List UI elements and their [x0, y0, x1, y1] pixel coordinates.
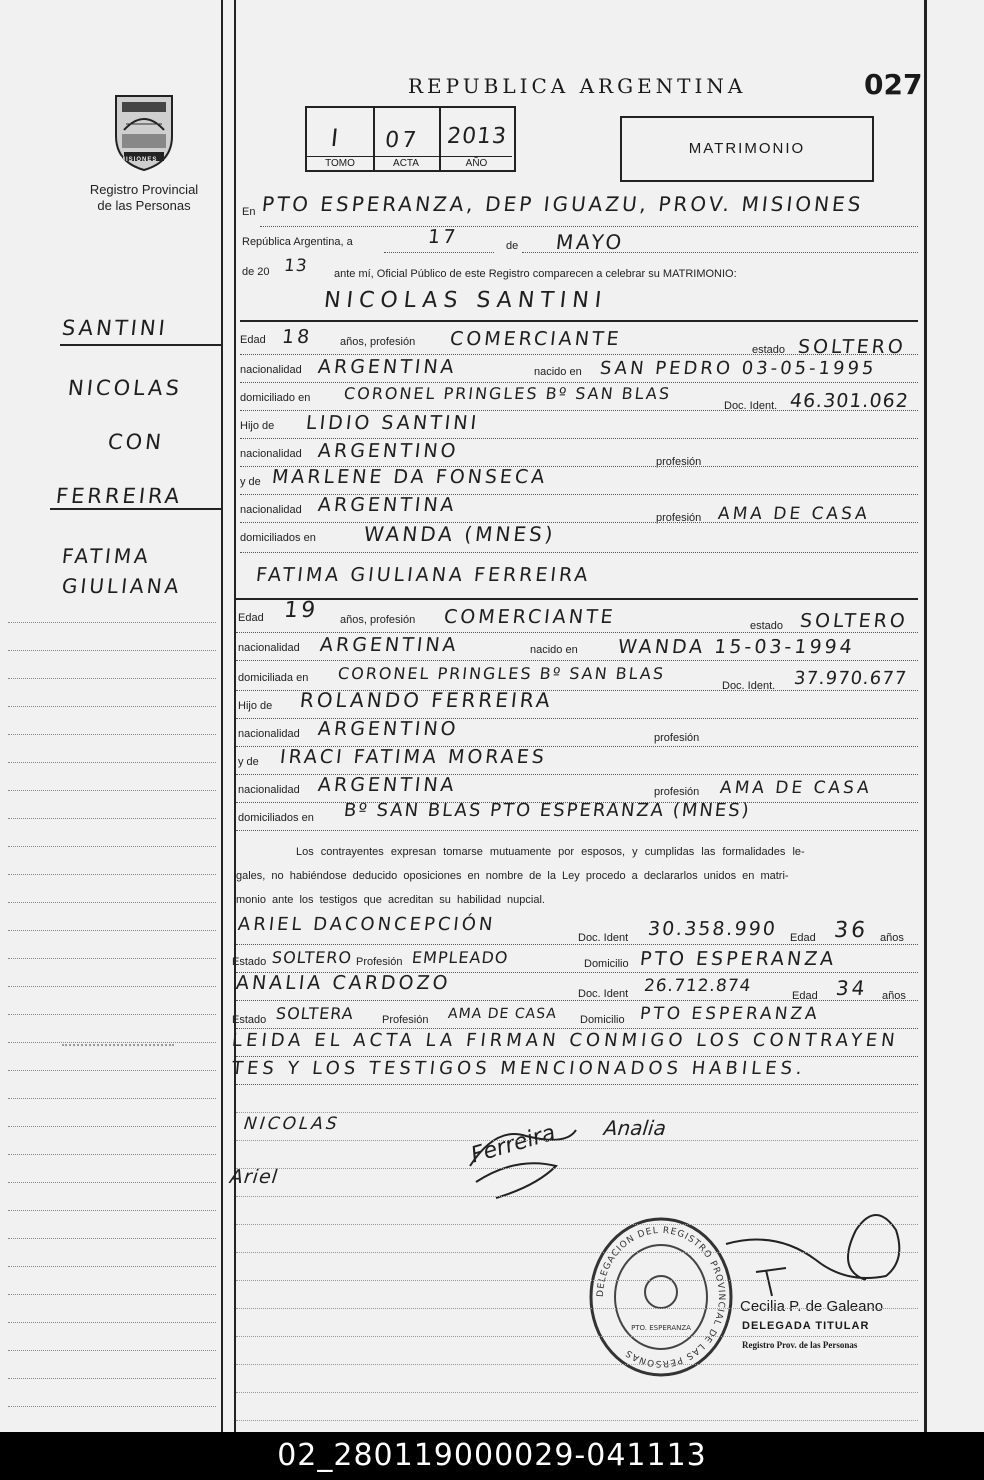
groom-domicilio: CORONEL PRINGLES Bº SAN BLAS [343, 384, 673, 403]
bride-madre-nac-label: nacionalidad [238, 784, 300, 796]
tomo-acta-anio-box [305, 106, 516, 172]
body-rule [236, 1420, 918, 1421]
witness2-estado-label: Estado [232, 1014, 267, 1026]
bride-padre-prof-label: profesión [654, 732, 700, 744]
witness1-estado: SOLTERO [271, 948, 354, 967]
margin-rule [8, 1154, 216, 1155]
witness2-line-2 [236, 1028, 918, 1029]
witness2-signature: Analia [602, 1116, 668, 1140]
witness2-domicilio: PTO ESPERANZA [638, 1004, 821, 1024]
groom-line-7 [240, 522, 918, 523]
witness1-prof-label: Profesión [356, 956, 403, 968]
groom-hijo-label: Hijo de [240, 420, 275, 432]
margin-divider-left [221, 0, 223, 1432]
body-rule [236, 1224, 918, 1225]
bride-padre-nac: ARGENTINO [316, 718, 460, 740]
groom-padre: LIDIO SANTINI [304, 412, 481, 434]
acta-cell [373, 108, 441, 170]
groom-padre-nac-label: nacionalidad [240, 448, 302, 460]
groom-nacido: SAN PEDRO 03-05-1995 [598, 358, 878, 379]
witness1-dom-label: Domicilio [584, 958, 629, 970]
bride-dom-label: domiciliada en [238, 672, 309, 684]
margin-rule [8, 846, 216, 847]
groom-madre-prof-label: profesión [656, 512, 702, 524]
margin-bride-surname: FERREIRA [54, 484, 184, 508]
margin-rule [8, 1014, 216, 1015]
bride-name-line [236, 598, 918, 600]
groom-line-2 [240, 382, 918, 383]
body-rule [236, 1168, 918, 1169]
margin-rule [8, 902, 216, 903]
bride-nac-label: nacionalidad [238, 642, 300, 654]
witness2-edad: 34 [834, 976, 869, 1000]
bride-line-1 [236, 632, 918, 633]
act-type-box [620, 116, 874, 182]
margin-bride-surname-underline [50, 508, 222, 510]
declaration-line-2: gales, no habiéndose deducido oposiciones en nombre de la Ley procedo a declararlos unidos en matri- [236, 870, 789, 882]
groom-nac-label: nacionalidad [240, 364, 302, 376]
groom-dom-label: domiciliado en [240, 392, 311, 404]
tomo-cell [307, 108, 375, 170]
groom-madre: MARLENE DA FONSECA [270, 466, 549, 488]
bride-domicilio: CORONEL PRINGLES Bº SAN BLAS [337, 664, 667, 683]
groom-padre-prof-label: profesión [656, 456, 702, 468]
year-suffix: 13 [282, 256, 309, 276]
margin-rule [8, 958, 216, 959]
stamp-ring-text: DELEGACION DEL REGISTRO PROVINCIAL DE LAS PERSONAS [595, 1225, 727, 1369]
margin-bride-given-1: FATIMA [60, 544, 153, 568]
stamp-center-text: PTO. ESPERANZA [631, 1324, 691, 1332]
margin-bride-given-2: GIULIANA [60, 574, 183, 598]
margin-rule [8, 790, 216, 791]
groom-estado: SOLTERO [796, 336, 907, 358]
bride-madre: IRACI FATIMA MORAES [278, 746, 548, 768]
officer-name: Cecilia P. de Galeano [740, 1298, 884, 1315]
groom-profesion: COMERCIANTE [448, 328, 623, 350]
closing-line-1: LEIDA EL ACTA LA FIRMAN CONMIGO LOS CONTRAYEN [230, 1030, 900, 1051]
margin-rule [8, 678, 216, 679]
groom-edad-label: Edad [240, 334, 266, 346]
margin-groom-surname-underline [60, 344, 222, 346]
bride-madre-prof-label: profesión [654, 786, 700, 798]
place: PTO ESPERANZA, DEP IGUAZU, PROV. MISIONES [260, 192, 865, 216]
bride-line-8 [236, 830, 918, 831]
page-number: 027 [864, 68, 923, 101]
bride-nacido: WANDA 15-03-1994 [616, 636, 856, 658]
witness2-estado: SOLTERA [275, 1004, 355, 1023]
margin-rule [8, 622, 216, 623]
margin-rule [8, 930, 216, 931]
bride-edad: 19 [282, 598, 320, 623]
witness1-name: ARIEL DACONCEPCIÓN [236, 914, 497, 935]
witness1-edad: 36 [832, 918, 870, 943]
margin-rule [8, 1322, 216, 1323]
crest-text: MISIONES [120, 157, 158, 163]
act-type: MATRIMONIO [688, 140, 806, 157]
margin-rule [8, 762, 216, 763]
margin-rule [8, 1378, 216, 1379]
margin-rule [8, 1210, 216, 1211]
bride-signature: Ferreira [468, 1120, 559, 1169]
bride-padre: ROLANDO FERREIRA [298, 688, 554, 712]
closing-line-2: TES Y LOS TESTIGOS MENCIONADOS HABILES. [230, 1058, 807, 1079]
ante-text: ante mí, Oficial Público de este Registro comparecen a celebrar su MATRIMONIO: [334, 268, 737, 280]
footer-code: 02_280119000029-041113 [0, 1432, 984, 1480]
officer-office: Registro Prov. de las Personas [742, 1340, 858, 1350]
page-right-edge [924, 0, 927, 1432]
margin-rule [8, 706, 216, 707]
witness2-line-1 [236, 1000, 918, 1001]
registry-name: Registro Provincial de las Personas [89, 182, 199, 213]
groom-doc-label: Doc. Ident. [724, 400, 778, 412]
groom-line-4 [240, 438, 918, 439]
groom-edad: 18 [280, 326, 314, 348]
officer-signature [716, 1200, 916, 1310]
de20-label: de 20 [242, 266, 270, 278]
body-rule [236, 1308, 918, 1309]
witness1-profesion: EMPLEADO [411, 948, 510, 967]
margin-rule [8, 818, 216, 819]
bride-nacido-label: nacido en [530, 644, 578, 656]
body-rule [236, 1252, 918, 1253]
tomo-label: TOMO [307, 156, 373, 170]
witness1-line-1 [236, 944, 918, 945]
groom-madre-prof: AMA DE CASA [716, 504, 871, 524]
margin-rule [8, 1098, 216, 1099]
groom-line-3 [240, 410, 918, 411]
groom-nacionalidad: ARGENTINA [316, 356, 458, 378]
bride-doc-label: Doc. Ident. [722, 680, 776, 692]
bride-padre-nac-label: nacionalidad [238, 728, 300, 740]
groom-padre-nac: ARGENTINO [316, 440, 460, 462]
place-line [260, 226, 918, 227]
closing-rule-1 [236, 1056, 918, 1057]
witness1-anos-label: años [880, 932, 904, 944]
en-label: En [242, 206, 256, 218]
witness1-doc-label: Doc. Ident [578, 932, 629, 944]
anio-value: 2013 [445, 124, 509, 149]
groom-anos-label: años, profesión [340, 336, 416, 348]
acta-label: ACTA [373, 156, 439, 170]
witness2-edad-label: Edad [792, 990, 818, 1002]
bride-anos-label: años, profesión [340, 614, 416, 626]
day: 17 [426, 226, 460, 248]
republica-label: República Argentina, a [242, 236, 353, 248]
body-rule [236, 1196, 918, 1197]
groom-padres-dom: WANDA (MNES) [362, 522, 557, 546]
margin-rule [8, 1126, 216, 1127]
bride-edad-label: Edad [238, 612, 264, 624]
witness1-edad-label: Edad [790, 932, 816, 944]
closing-rule-2 [236, 1084, 918, 1085]
groom-signature: NICOLAS [242, 1114, 341, 1134]
bride-yde-label: y de [238, 756, 259, 768]
margin-rule [8, 1182, 216, 1183]
margin-rule [8, 1266, 216, 1267]
witness2-doc: 26.712.874 [642, 976, 753, 996]
margin-con: CON [106, 430, 166, 454]
body-rule [236, 1392, 918, 1393]
witness1-domicilio: PTO ESPERANZA [638, 948, 838, 970]
de-label: de [506, 240, 519, 252]
groom-estado-label: estado [752, 344, 786, 356]
bride-madre-prof: AMA DE CASA [718, 778, 873, 798]
witness1-doc: 30.358.990 [646, 918, 778, 940]
month-line [522, 252, 918, 253]
witness2-profesion: AMA DE CASA [447, 1006, 558, 1022]
margin-rule [8, 1070, 216, 1071]
margin-rule [8, 1294, 216, 1295]
officer-title: DELEGADA TITULAR [742, 1320, 870, 1332]
margin-rule [8, 874, 216, 875]
groom-doc: 46.301.062 [788, 390, 910, 412]
bride-padres-dom: Bº SAN BLAS PTO ESPERANZA (MNES) [342, 800, 752, 821]
day-line [384, 252, 494, 253]
body-rule [236, 1112, 918, 1113]
month: MAYO [554, 230, 626, 254]
witness2-prof-label: Profesión [382, 1014, 429, 1026]
groom-name-line [240, 320, 918, 322]
bride-hijo-label: Hijo de [238, 700, 273, 712]
body-rule [236, 1140, 918, 1141]
anio-cell [441, 108, 512, 170]
body-rule [236, 1280, 918, 1281]
body-rule [236, 1364, 918, 1365]
margin-faded-note [62, 1034, 174, 1046]
bride-padres-dom-label: domiciliados en [238, 812, 314, 824]
margin-divider-right [234, 0, 236, 1432]
bride-name: FATIMA GIULIANA FERREIRA [254, 564, 592, 586]
tomo-value: I [329, 124, 343, 152]
declaration-line-1: Los contrayentes expresan tomarse mutuamente por esposos, y cumplidas las formalidades le- [296, 846, 805, 858]
country-title: REPUBLICA ARGENTINA [408, 74, 747, 98]
groom-nacido-label: nacido en [534, 366, 582, 378]
witness2-anos-label: años [882, 990, 906, 1002]
bride-signature-flourish [456, 1116, 596, 1206]
groom-madre-nac-label: nacionalidad [240, 504, 302, 516]
margin-rule [8, 1238, 216, 1239]
anio-label: AÑO [441, 156, 512, 170]
margin-rule [8, 1406, 216, 1407]
bride-nacionalidad: ARGENTINA [318, 634, 460, 656]
bride-profesion: COMERCIANTE [442, 606, 617, 628]
body-rule [236, 1336, 918, 1337]
witness1-estado-label: Estado [232, 956, 267, 968]
groom-name: NICOLAS SANTINI [322, 288, 609, 313]
bride-estado: SOLTERO [798, 610, 909, 632]
margin-groom-surname: SANTINI [60, 316, 169, 340]
margin-groom-given: NICOLAS [66, 376, 184, 400]
groom-yde-label: y de [240, 476, 261, 488]
bride-madre-nac: ARGENTINA [316, 774, 458, 796]
groom-madre-nac: ARGENTINA [316, 494, 458, 516]
witness1-signature: Ariel [228, 1166, 280, 1188]
declaration-line-3: monio ante los testigos que acreditan su habilidad nupcial. [236, 894, 545, 906]
margin-rule [8, 734, 216, 735]
groom-line-1 [240, 354, 918, 355]
bride-estado-label: estado [750, 620, 784, 632]
bride-line-2 [236, 660, 918, 661]
witness2-doc-label: Doc. Ident [578, 988, 629, 1000]
margin-rule [8, 650, 216, 651]
bride-doc: 37.970.677 [792, 668, 909, 689]
acta-value: 07 [383, 128, 421, 153]
groom-line-8 [240, 552, 918, 553]
registry-stamp [586, 1212, 736, 1382]
witness2-name: ANALIA CARDOZO [234, 972, 452, 994]
margin-rule [8, 986, 216, 987]
witness2-dom-label: Domicilio [580, 1014, 625, 1026]
groom-padres-dom-label: domiciliados en [240, 532, 316, 544]
margin-rule [8, 1350, 216, 1351]
